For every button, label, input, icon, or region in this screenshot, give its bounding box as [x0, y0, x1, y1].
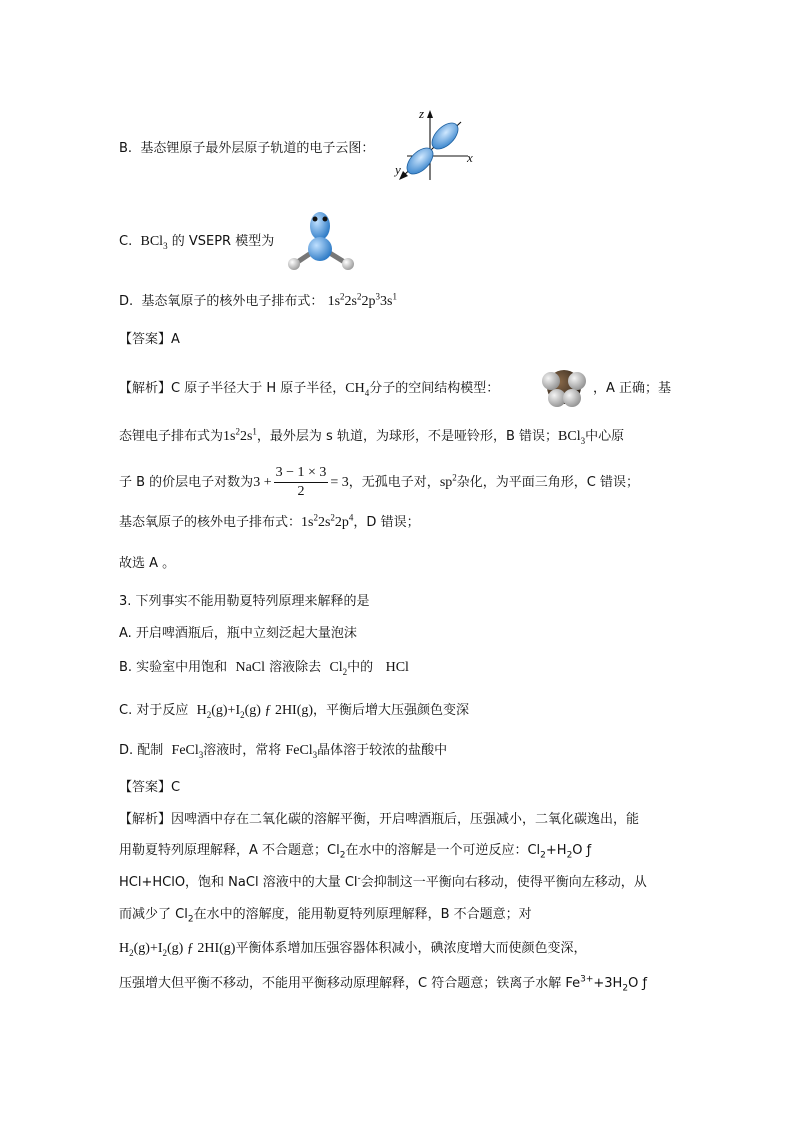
analysis-1-line-1: 【解析】C 原子半径大于 H 原子半径，$CH_4$分子的空间结构模型：	[119, 381, 500, 398]
analysis-2-line-3: HCl+HClO，饱和 NaCl 溶液中的大量 Cl-会抑制这一平衡向右移动，使得平衡向左移动，从	[119, 873, 647, 890]
option-label: B.	[119, 141, 133, 156]
option-b	[119, 140, 374, 158]
question-3-option-b: B. 实验室中用饱和 NaCl 溶液除去 $Cl_2$中的 HCl	[119, 660, 409, 677]
analysis-2-line-2: 用勒夏特列原理解释，A 不合题意；$Cl_2$在水中的溶解是一个可逆反应：$Cl_2+H_2O$ ƒ	[119, 843, 592, 861]
option-text: 基态氧原子的核外电子排布式：	[141, 294, 324, 309]
axis-x-label: x	[467, 150, 473, 165]
vsepr-model-image	[284, 207, 358, 273]
question-3-option-a: A. 开启啤酒瓶后，瓶中立刻泛起大量泡沫	[119, 626, 357, 641]
analysis-1-line-4: 基态氧原子的核外电子排布式：$1s^22s^22p^4$，D 错误；	[119, 512, 420, 530]
analysis-1-line-5: 故选 A 。	[119, 556, 176, 571]
option-text: 基态锂原子最外层原子轨道的电子云图：	[140, 141, 375, 156]
analysis-2-line-1: 【解析】因啤酒中存在二氧化碳的溶解平衡，开启啤酒瓶后，压强减小，二氧化碳逸出，能	[119, 812, 640, 827]
answer-2: 【答案】C	[119, 780, 181, 795]
option-d	[119, 293, 397, 311]
option-c	[119, 233, 274, 251]
option-label: C.	[119, 234, 133, 249]
answer-1: 【答案】A	[119, 332, 180, 347]
formula-bcl3: BCl$_3$	[140, 234, 168, 251]
axis-y-label: y	[395, 162, 401, 177]
question-3-option-d: D. 配制 FeCl$_3$溶液时，常将 FeCl$_3$晶体溶于较浓的盐酸中	[119, 743, 448, 760]
question-3-stem: 3. 下列事实不能用勒夏特列原理来解释的是	[119, 594, 370, 609]
axis-z-label: z	[419, 106, 425, 121]
question-3-option-c: C. 对于反应 $H_2(g)+I_2(g)$ ƒ 2HI(g)，平衡后增大压强颜色变深	[119, 703, 470, 720]
electron-config: $1s^22s^22p^33s^1$	[327, 291, 397, 309]
fraction: $\frac{3 - 1 \times 3}{2}$	[275, 465, 327, 499]
analysis-2-line-4: 而减少了 $Cl_2$在水中的溶解度，能用勒夏特列原理解释，B 不合题意；对	[119, 907, 532, 925]
orbital-diagram	[393, 104, 483, 184]
ch4-model-image	[537, 365, 591, 411]
analysis-1-line-1-end: ，A 正确；基	[593, 381, 672, 396]
option-label: D.	[119, 294, 134, 309]
analysis-2-line-5: $H_2(g)+I_2(g)$ ƒ 2HI(g)平衡体系增加压强容器体积减小，碘浓度增大而使颜色变深，	[119, 941, 587, 958]
analysis-1-line-3: 子 B 的价层电子对数为3 + $\frac{3 - 1 \times 3}{2}$ = 3，无孤电子对，$sp^2$杂化，为平面三角形，C 错误；	[119, 465, 639, 499]
analysis-1-line-2: 态锂电子排布式为$1s^22s^1$，最外层为 s 轨道，为球形，不是哑铃形，B 错误；BCl$_3$中心原	[119, 426, 625, 446]
option-text: 的 VSEPR 模型为	[171, 234, 275, 249]
analysis-2-line-6: 压强增大但平衡不移动，不能用平衡移动原理解释，C 符合题意；铁离子水解 $Fe^{3+}+3H_2O$ ƒ	[119, 974, 648, 994]
